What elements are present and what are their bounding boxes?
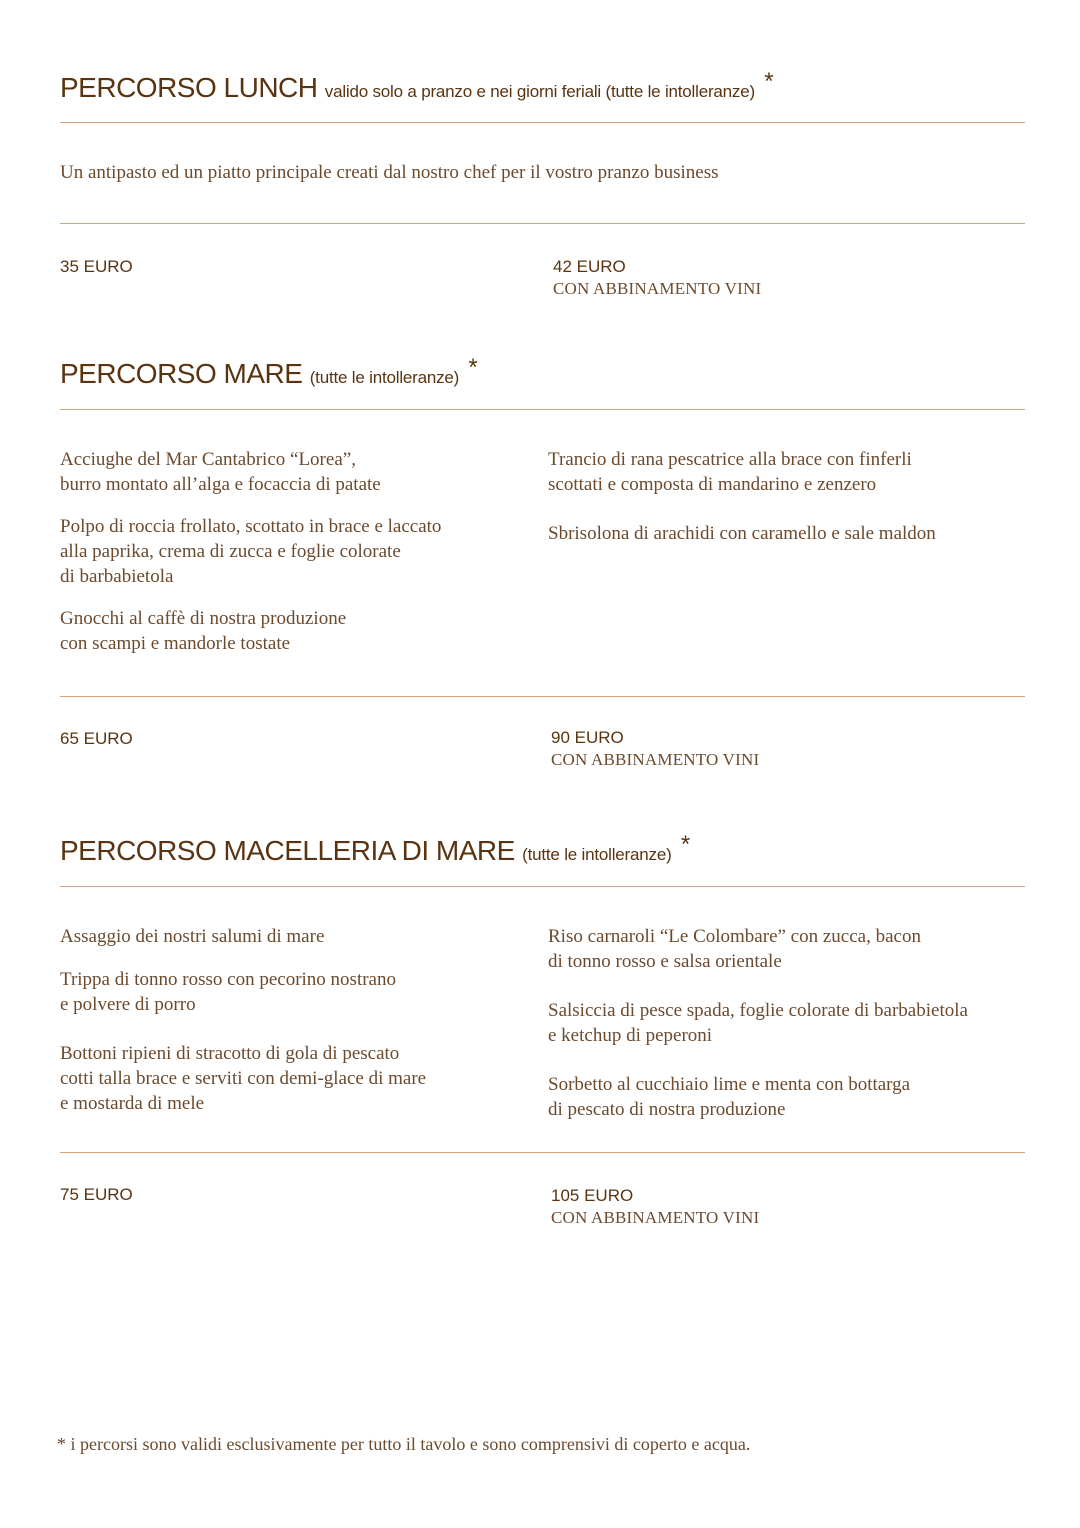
mare-title-divider <box>60 409 1025 410</box>
macelleria-dish: Sorbetto al cucchiaio lime e menta con bottarga di pescato di nostra produzione <box>548 1074 911 1120</box>
macelleria-dish: Trippa di tonno rosso con pecorino nostrano e polvere di porro <box>60 969 396 1015</box>
mare-title-text: PERCORSO MARE <box>60 358 303 389</box>
mare-dish: Acciughe del Mar Cantabrico “Lorea”, burro montato all’alga e focaccia di patate <box>60 449 381 495</box>
macelleria-dish: Salsiccia di pesce spada, foglie colorate di barbabietola e ketchup di peperoni <box>548 1000 968 1046</box>
mare-subtitle: (tutte le intolleranze) <box>309 368 460 387</box>
lunch-star: * <box>764 68 774 95</box>
lunch-wine-label: CON ABBINAMENTO VINI <box>553 279 762 298</box>
lunch-price-divider <box>60 223 1025 224</box>
macelleria-dish: Bottoni ripieni di stracotto di gola di pescato cotti talla brace e serviti con demi-glace di mare e mostarda di mele <box>60 1043 427 1114</box>
macelleria-subtitle: (tutte le intolleranze) <box>522 845 672 864</box>
mare-dish: Polpo di roccia frollato, scottato in brace e laccato alla paprika, crema di zucca e foglie colorate di barbabietola <box>60 516 442 587</box>
mare-title <box>60 354 478 390</box>
macelleria-title-text: PERCORSO MACELLERIA DI MARE <box>60 835 515 866</box>
lunch-title-text: PERCORSO LUNCH <box>60 72 318 103</box>
footnote: * i percorsi sono validi esclusivamente per tutto il tavolo e sono comprensivi di coperto e acqua. <box>57 1434 751 1454</box>
mare-wine-price: 90 EURO <box>551 728 624 747</box>
macelleria-dish: Riso carnaroli “Le Colombare” con zucca, bacon di tonno rosso e salsa orientale <box>548 926 921 972</box>
lunch-subtitle: valido solo a pranzo e nei giorni feriali (tutte le intolleranze) <box>324 82 755 101</box>
macelleria-title-divider <box>60 886 1025 887</box>
mare-dish: Trancio di rana pescatrice alla brace con finferli scottati e composta di mandarino e zenzero <box>548 449 912 495</box>
macelleria-wine-price: 105 EURO <box>551 1186 634 1205</box>
lunch-title-divider <box>60 122 1025 123</box>
mare-wine-label: CON ABBINAMENTO VINI <box>551 750 760 769</box>
lunch-wine-price: 42 EURO <box>553 257 626 276</box>
macelleria-price: 75 EURO <box>60 1185 133 1204</box>
macelleria-star: * <box>680 831 690 858</box>
mare-dish: Gnocchi al caffè di nostra produzione con scampi e mandorle tostate <box>60 608 347 654</box>
lunch-description: Un antipasto ed un piatto principale creati dal nostro chef per il vostro pranzo business <box>60 162 719 183</box>
mare-price-divider <box>60 696 1025 697</box>
macelleria-price-divider <box>60 1152 1025 1153</box>
macelleria-title <box>60 831 690 867</box>
mare-star: * <box>468 354 478 381</box>
macelleria-dish: Assaggio dei nostri salumi di mare <box>60 926 325 947</box>
lunch-title <box>60 68 774 104</box>
lunch-price: 35 EURO <box>60 257 133 276</box>
macelleria-wine-label: CON ABBINAMENTO VINI <box>551 1208 760 1227</box>
mare-price: 65 EURO <box>60 729 133 748</box>
mare-dish: Sbrisolona di arachidi con caramello e sale maldon <box>548 523 936 544</box>
